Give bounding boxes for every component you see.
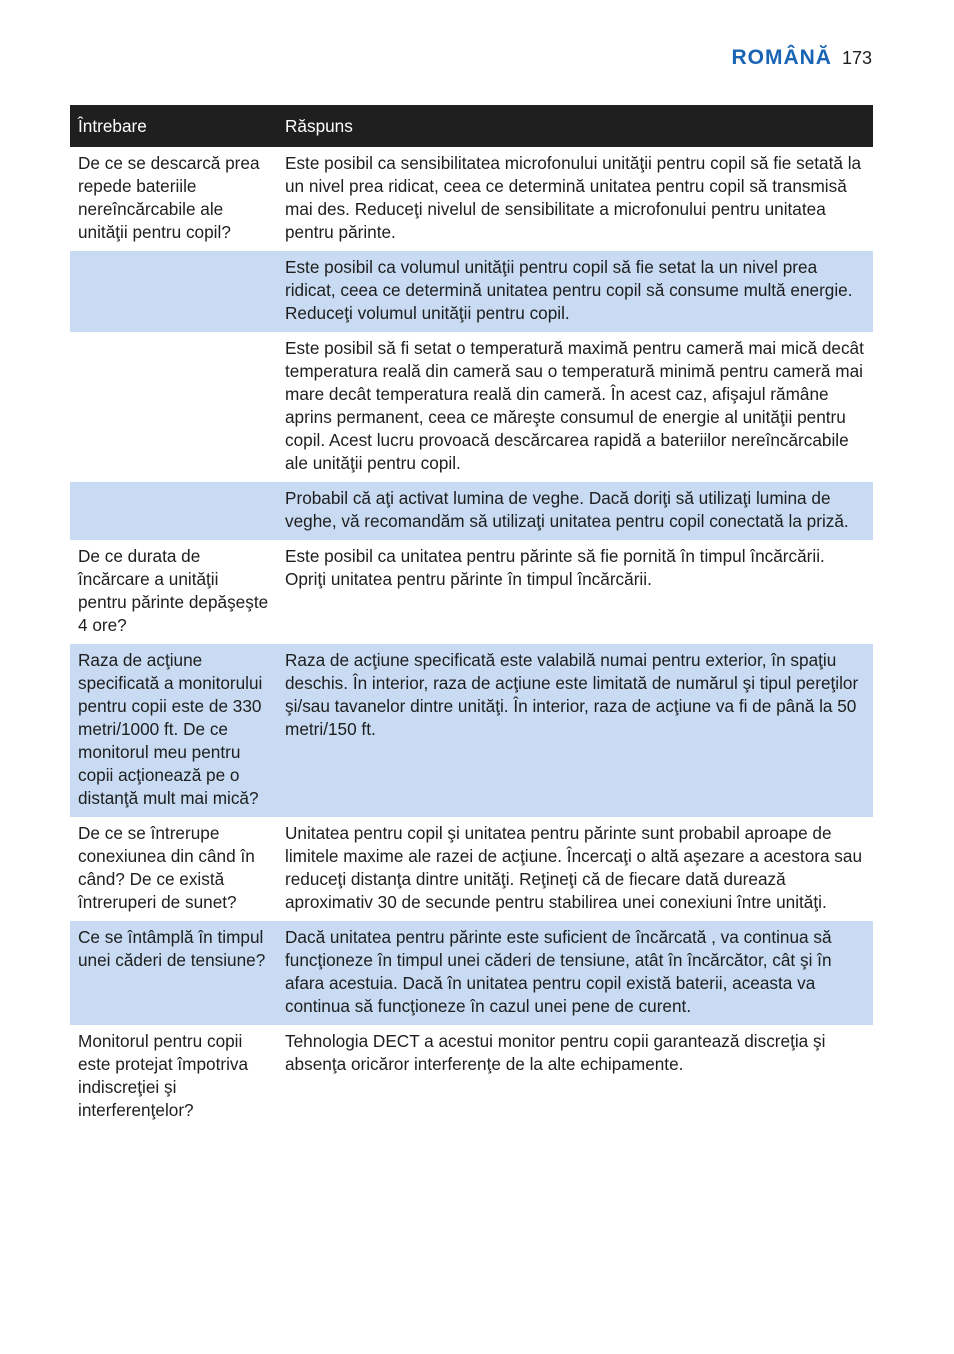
- answer-cell: Raza de acţiune specificată este valabilă numai pentru exterior, în spaţiu deschis. În interior, raza de acţiune este limitată de numărul şi tipul pereţilor şi/sau tavanelor dintre unităţi. În interior, raza de acţiune va fi de până la 50 metri/150 ft.: [277, 644, 873, 817]
- question-cell: [70, 482, 277, 540]
- column-header-question: Întrebare: [70, 105, 277, 147]
- faq-table: [70, 105, 873, 1129]
- answer-cell: Dacă unitatea pentru părinte este suficient de încărcată , va continua să funcţioneze în timpul unei căderi de tensiune, atât în încărcător, cât şi în afara acestuia. Dacă în unitatea pentru copil există baterii, aceasta va continua să funcţioneze în cazul unei pene de curent.: [277, 921, 873, 1025]
- table-row: [70, 332, 873, 482]
- page-number: 173: [841, 48, 872, 68]
- table-row: [70, 540, 873, 644]
- language-label: ROMÂNĂ: [731, 46, 832, 69]
- question-cell: Raza de acţiune specificată a monitorului pentru copii este de 330 metri/1000 ft. De ce monitorul meu pentru copii acţionează pe o distanţă mult mai mică?: [70, 644, 277, 817]
- question-cell: De ce durata de încărcare a unităţii pentru părinte depăşeşte 4 ore?: [78, 546, 269, 635]
- table-row: [70, 251, 873, 332]
- column-header-answer: Răspuns: [277, 105, 873, 147]
- table-header-row: [70, 105, 873, 147]
- table-row: [70, 817, 873, 921]
- question-cell: Monitorul pentru copii este protejat împotriva indiscreţiei şi interferenţelor?: [78, 1031, 249, 1120]
- answer-cell: Este posibil ca sensibilitatea microfonului unităţii pentru copil să fie setată la un nivel prea ridicat, ceea ce determină unitatea pentru copil să transmisă mai des. Reduceţi nivelul de sensibilitate a microfonului pentru unitatea pentru părinte.: [285, 153, 862, 242]
- question-cell: [70, 332, 277, 482]
- question-cell: Ce se întâmplă în timpul unei căderi de tensiune?: [70, 921, 277, 1025]
- answer-cell: Unitatea pentru copil şi unitatea pentru părinte sunt probabil aproape de limitele maxime ale razei de acţiune. Încercaţi o altă aşezare a acestora sau reduceţi distanţa dintre unităţi. Reţineţi că de fiecare dată durează aproximativ 30 de secunde pentru stabilirea unei conexiuni între unităţi.: [285, 823, 863, 912]
- table-row: [70, 147, 873, 251]
- table-row: [70, 644, 873, 817]
- answer-cell: Este posibil să fi setat o temperatură maximă pentru cameră mai mică decât temperatura reală din cameră sau o temperatură minimă pentru cameră mai mare decât temperatura reală din cameră. În acest caz, afişajul rămâne aprins permanent, ceea ce măreşte consumul de energie al unităţii pentru copil. Acest lucru provoacă descărcarea rapidă a bateriilor nereîncărcabile ale unităţii pentru copil.: [285, 338, 864, 473]
- question-cell: De ce se descarcă prea repede bateriile nereîncărcabile ale unităţii pentru copil?: [78, 153, 260, 242]
- table-row: [70, 482, 873, 540]
- table-row: [70, 1025, 873, 1129]
- question-cell: De ce se întrerupe conexiunea din când în când? De ce există întreruperi de sunet?: [78, 823, 255, 912]
- answer-cell: Tehnologia DECT a acestui monitor pentru copii garantează discreţia şi absenţa oricăror interferenţe de la alte echipamente.: [285, 1031, 826, 1074]
- answer-cell: Este posibil ca unitatea pentru părinte să fie pornită în timpul încărcării. Opriţi unitatea pentru părinte în timpul încărcării.: [285, 546, 825, 589]
- answer-cell: Este posibil ca volumul unităţii pentru copil să fie setat la un nivel prea ridicat, ceea ce determină unitatea pentru copil să consume multă energie. Reduceţi volumul unităţii pentru copil.: [277, 251, 873, 332]
- question-cell: [70, 251, 277, 332]
- table-row: [70, 921, 873, 1025]
- page-header: [731, 46, 872, 70]
- answer-cell: Probabil că aţi activat lumina de veghe. Dacă doriţi să utilizaţi lumina de veghe, vă recomandăm să utilizaţi unitatea pentru copil conectată la priză.: [277, 482, 873, 540]
